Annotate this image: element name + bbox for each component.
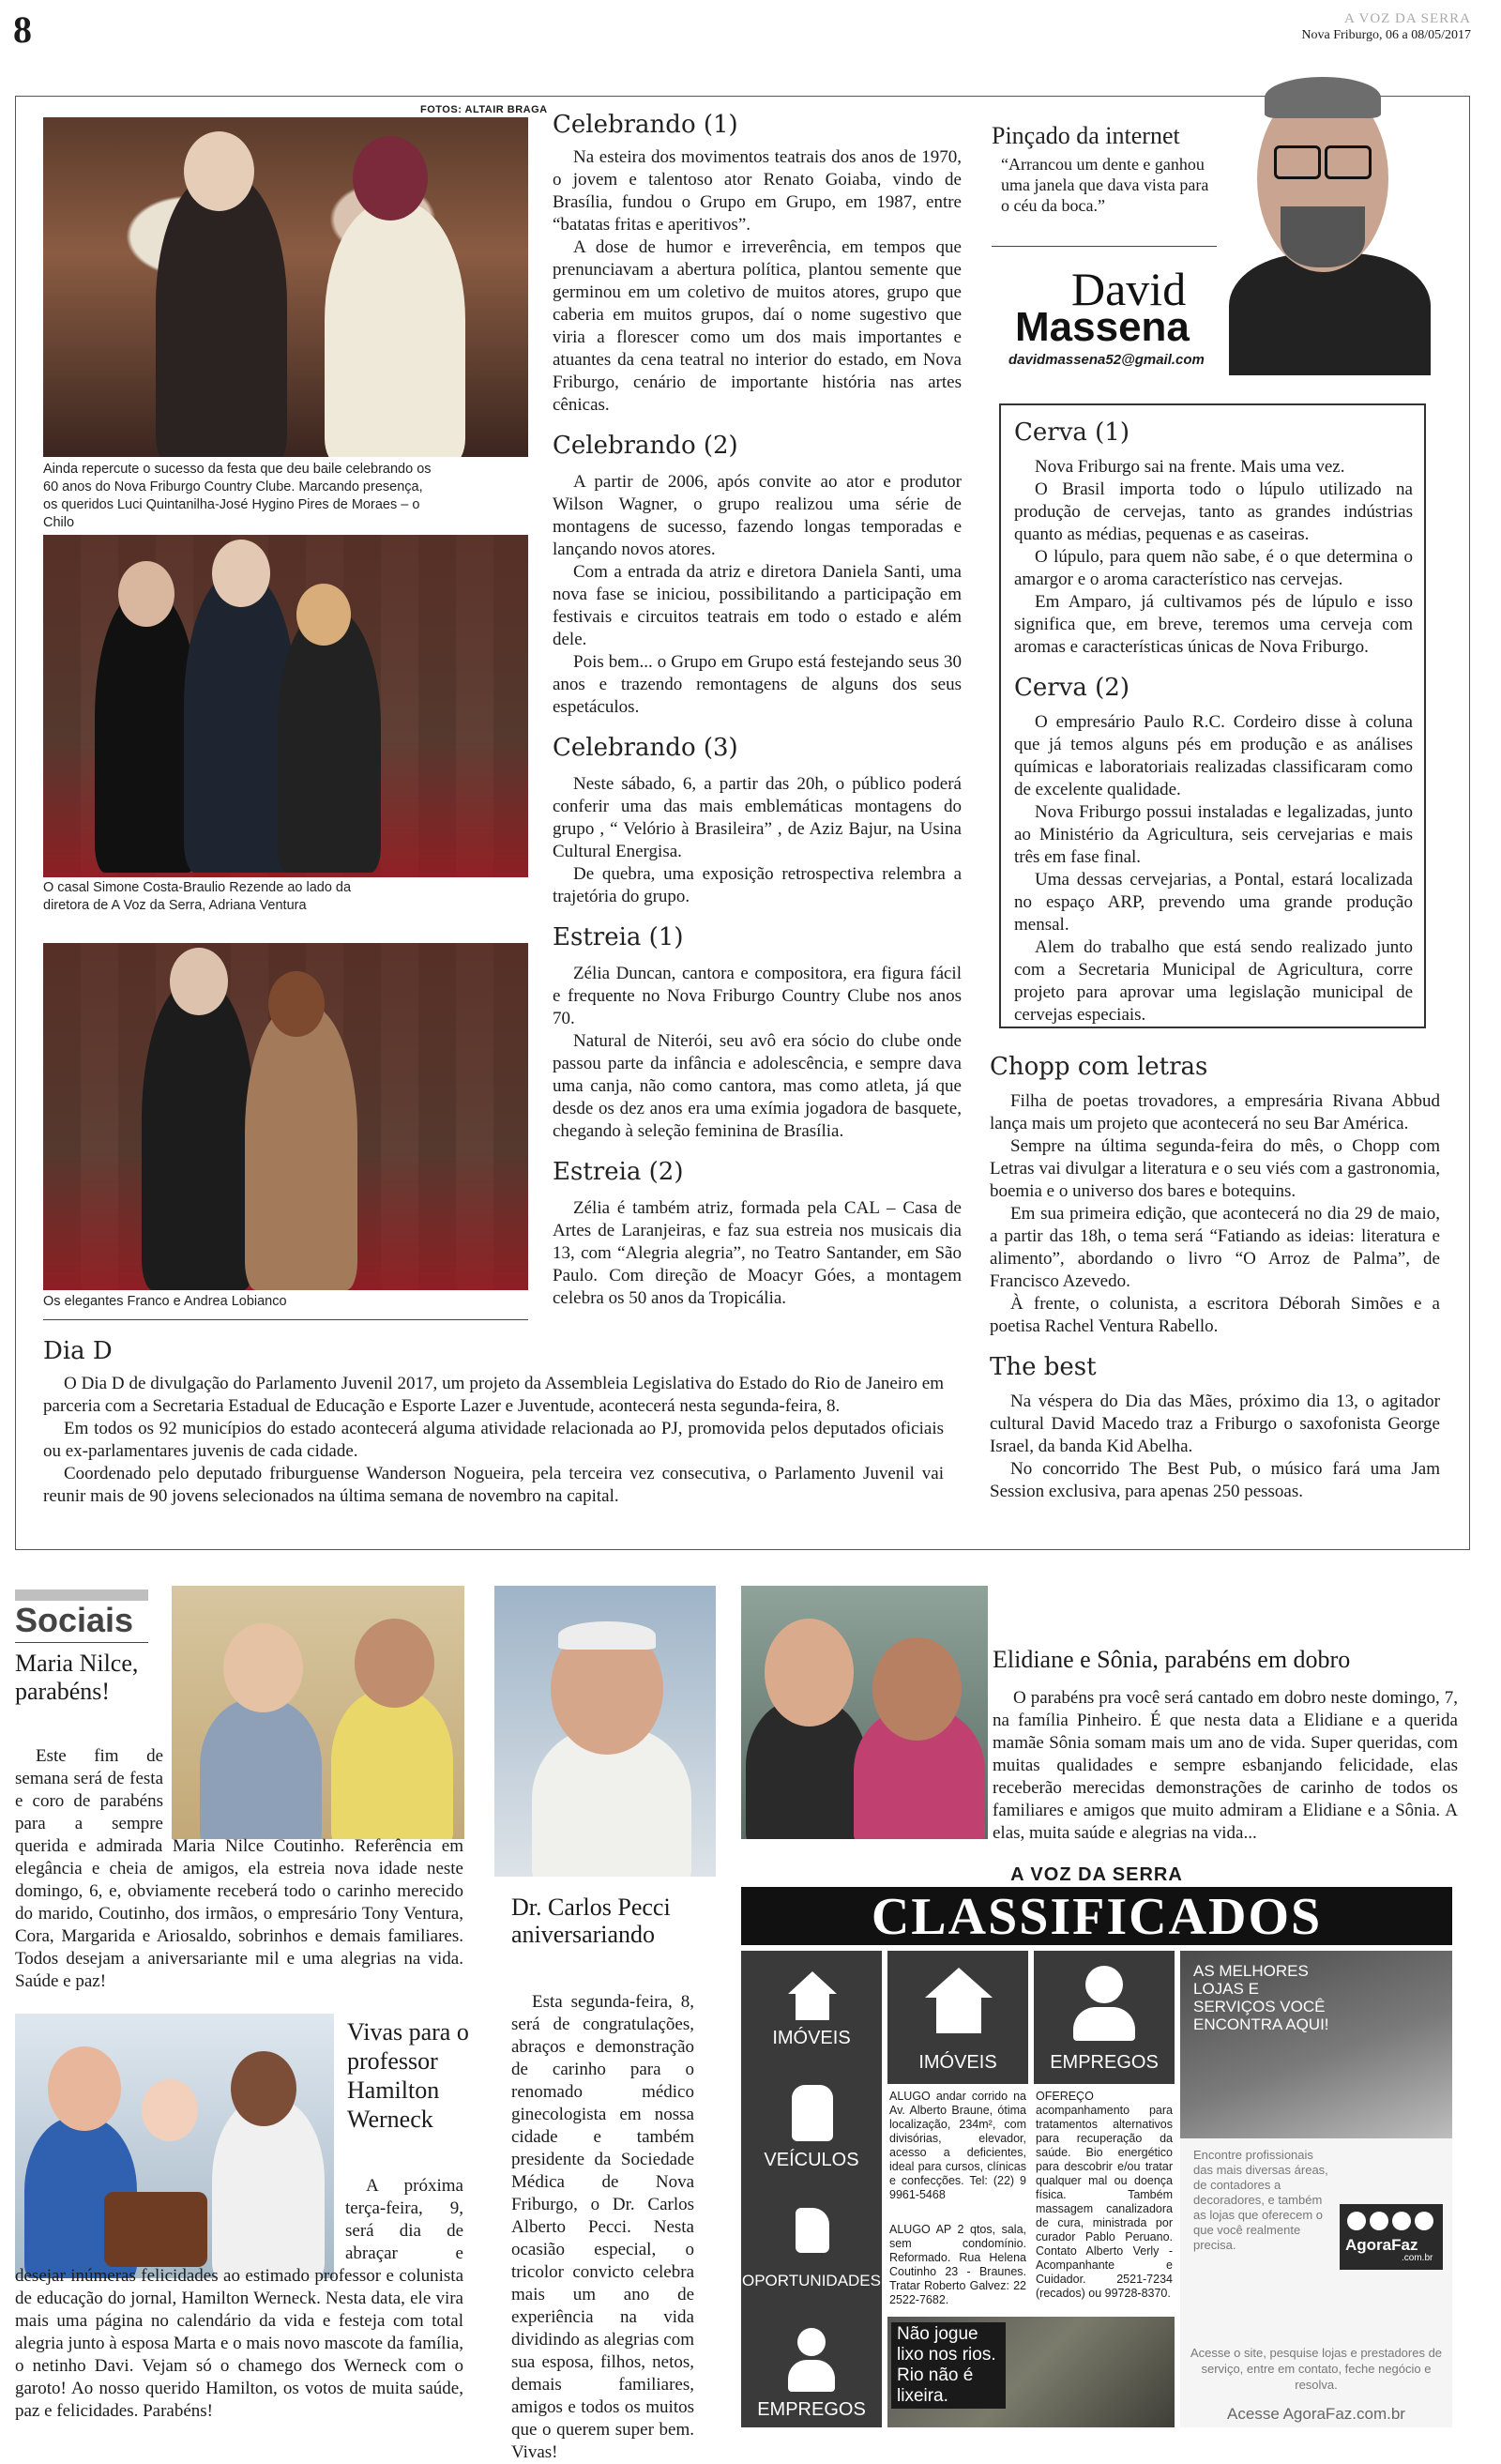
agorafaz-text: Encontre profissionais das mais diversas áreas, de contadores a decoradores, e também as lojas que oferecem o que você realmente precisa. xyxy=(1193,2148,1328,2252)
side-label-veiculos: VEÍCULOS xyxy=(764,2150,859,2170)
ad-imoveis-2: ALUGO AP 2 qtos, sala, sem condomínio. Reformado. Rua Helena Coutinho 23 - Braunes. Tratar Roberto Galvez: 22 2522-7682. xyxy=(889,2223,1026,2306)
lixo-text: Não jogue lixo nos rios. Rio não é lixeira. xyxy=(891,2322,1006,2409)
dia-d xyxy=(43,1337,944,1508)
section-title-cerva-2: Cerva (2) xyxy=(1014,674,1130,702)
section-title-celebrando-1: Celebrando (1) xyxy=(553,111,738,139)
caption-divider xyxy=(43,1319,528,1320)
section-title-celebrando-3: Celebrando (3) xyxy=(553,734,738,762)
side-label-oportunidades: OPORTUNIDADES xyxy=(742,2272,881,2289)
side-empregos[interactable] xyxy=(741,2307,882,2427)
hamilton-title: Vivas para o professor Hamilton Werneck xyxy=(347,2018,469,2133)
hamilton-text-body: A próxima terça-feira, 9, será dia de abraçar e desejar inúmeras felicidades ao estimado professor e colunista de educação do jornal, Hamilton Werneck. Nesta data, ele vira mais uma página no calendário da vida e festeja com total alegria junto à esposa Marta e o mais novo mascote da família, o netinho Davi. Vejam só o chamego dos Werneck com o garoto! Ao nosso querido Hamilton, os votos de muita saúde, paz e felicidades. Parabéns! xyxy=(15,2176,464,2421)
imoveis-header xyxy=(887,1951,1028,2084)
carlos-text: Esta segunda-feira, 8, será de congratulações, abraços e demonstração de carinho para o renomado médico ginecologista em nossa cidade e também presidente da Sociedade Médica de Nova Friburgo, o Dr. Carlos Alberto Pecci. Nesta ocasião especial, o tricolor convicto celebra mais um ano de experiência na vida dividindo as alegrias com sua esposa, filhos, netos, demais familiares, amigos e todos os muitos que o querem super bem. Vivas! xyxy=(511,1992,694,2462)
agorafaz-ad[interactable] xyxy=(1180,1951,1452,2427)
sociais-divider xyxy=(15,1642,148,1643)
section-body-cerva-2: O empresário Paulo R.C. Cordeiro disse à coluna que já temos alguns pés em produção e as análises químicas e laboratoriais realizadas classificaram como de excelente qualidade. Nova Friburgo possui instaladas e legalizadas, junto ao Ministério da Agricultura, seis cervejarias e mais três em fase final. Uma dessas cervejarias, a Pontal, estará localizada no espaço ARP, prevendo uma grande produção mensal. Alem do trabalho que está sendo realizado junto com a Secretaria Municipal de Agricultura, corre projeto para aprovar uma legislação municipal de cervejas especiais. xyxy=(1014,712,1413,1025)
photo-simone-braulio xyxy=(43,535,528,877)
pincado-quote: “Arrancou um dente e ganhou uma janela que dava vista para o céu da boca.” xyxy=(1001,155,1209,215)
paper-name: A VOZ DA SERRA xyxy=(1344,11,1471,26)
photo-lixo xyxy=(887,2317,1175,2427)
side-imoveis[interactable] xyxy=(741,1951,882,2063)
section-body-celebrando-2: A partir de 2006, após convite ao ator e produtor Wilson Wagner, o grupo realizou uma série de montagens de sucesso, fazendo longas temporadas e lançando novos atores. Com a entrada da atriz e diretora Daniela Santi, uma nova fase se iniciou, possibilitando a participação em festivais e circuitos teatrais em todo o estado e além dele. Pois bem... o Grupo em Grupo está festejando seus 30 anos e trazendo remontagens de alguns dos seus espetáculos. xyxy=(553,472,962,717)
ad-imoveis-1: ALUGO andar corrido na Av. Alberto Braune, ótima localização, 234m², com divisórias, elevador, acesso a deficientes, ideal para cursos, clínicas e confecções. Tel: (22) 9 9961-5468 xyxy=(889,2090,1026,2201)
agorafaz-domain: .com.br xyxy=(1402,2253,1433,2263)
section-body-celebrando-1: Na esteira dos movimentos teatrais dos anos de 1970, o jovem e talentoso ator Renato Goiaba, vindo de Brasília, fundou o Grupo em Grupo, em 1987, entre “batatas fritas e aperitivos”. A dose de humor e irreverência, em tempos que prenunciavam a abertura política, plantou semente que germinou em um coletivo de muitos atores, grupo que caberia em muitos grupos, daí o nome sugestivo que viria a florescer como um dos mais importantes e atuantes da cena teatral no interior do estado, em Nova Friburgo, cenário de importante história nas artes cênicas. xyxy=(553,147,962,415)
agorafaz-logo-dots xyxy=(1347,2212,1441,2232)
section-title-the-best: The best xyxy=(990,1353,1097,1381)
imoveis-label: IMÓVEIS xyxy=(918,2052,997,2073)
caption-franco-andrea: Os elegantes Franco e Andrea Lobianco xyxy=(43,1294,287,1309)
thumbs-up-icon xyxy=(796,2208,829,2253)
section-body-chopp: Filha de poetas trovadores, a empresária Rivana Abbud lança mais um projeto que acontecerá no seu Bar América. Sempre na última segunda-feira do mês, o Chopp com Letras vai divulgar a literatura e o seu viés com a gastronomia, boemia e o universo dos bares e botequins. Em sua primeira edição, que acontecerá no dia 29 de maio, a partir das 18h, o tema será “Fatiando as ideias: literatura e alimento”, abordando o livro “O Arroz de Palma”, de Francisco Azevedo. À frente, o colunista, a escritora Déborah Simões e a poetisa Rachel Ventura Rabello. xyxy=(990,1091,1440,1336)
ad-empregos: OFEREÇO acompanhamento para tratamentos alternativos para recuperação da saúde. Bio energético para descobrir e/ou tratar qualquer mal ou doença física. Também massagem canalizadora de cura, ministrada por curador Pablo Peruano. Contato Alberto Verly - Acompanhante e Cuidador. 2521-7234 (recados) ou 99728-8370. xyxy=(1036,2090,1173,2300)
middle-column xyxy=(553,111,962,1310)
pincado-box xyxy=(992,122,1217,216)
agorafaz-logo: AgoraFaz xyxy=(1345,2236,1418,2254)
person-icon xyxy=(797,2328,826,2356)
photo-carlos-pecci xyxy=(494,1586,716,1877)
section-title-estreia-2: Estreia (2) xyxy=(553,1158,684,1186)
house-icon xyxy=(788,1971,837,1994)
side-label-imoveis: IMÓVEIS xyxy=(772,2028,851,2048)
empregos-header xyxy=(1034,1951,1175,2084)
section-title-dia-d: Dia D xyxy=(43,1337,113,1365)
maria-text-wrap xyxy=(15,1745,463,1993)
person-icon-large xyxy=(1085,1966,1123,2003)
carlos-title: Dr. Carlos Pecci aniversariando xyxy=(511,1894,671,1948)
agorafaz-headline: AS MELHORES LOJAS E SERVIÇOS VOCÊ ENCONTRA AQUI! xyxy=(1193,1962,1329,2033)
sociais-gray-bar xyxy=(15,1589,148,1601)
pincado-title: Pinçado da internet xyxy=(992,122,1180,149)
side-label-empregos: EMPREGOS xyxy=(757,2399,866,2420)
pincado-divider xyxy=(992,246,1217,247)
right-lower xyxy=(990,1053,1440,1503)
sociais-label: Sociais xyxy=(15,1601,134,1639)
photo-luci-chilo xyxy=(43,117,528,457)
section-title-celebrando-2: Celebrando (2) xyxy=(553,432,738,460)
empregos-label: EMPREGOS xyxy=(1050,2052,1159,2073)
hamilton-text-wrap xyxy=(15,2175,463,2423)
section-body-estreia-1: Zélia Duncan, cantora e compositora, era figura fácil e frequente no Nova Friburgo Country Clube nos anos 70. Natural de Niterói, seu avô era sócio do clube onde passou parte da infância e adolescência, e sempre dava uma canja, não como cantora, mas como atleta, já que desde os dez anos era uma exímia jogadora de basquete, chegando à seleção feminina de Brasília. xyxy=(553,964,962,1141)
page-number: 8 xyxy=(13,8,32,51)
side-veiculos[interactable] xyxy=(741,2071,882,2183)
agorafaz-footer: Acesse o site, pesquise lojas e prestadores de serviço, entre em contato, feche negócio e resolva. xyxy=(1190,2346,1443,2392)
photo-elidiane-sonia xyxy=(741,1586,988,1839)
section-title-chopp: Chopp com letras xyxy=(990,1053,1208,1081)
caption-simone-braulio: O casal Simone Costa-Braulio Rezende ao lado da diretora de A Voz da Serra, Adriana Ventura xyxy=(43,880,352,913)
car-icon xyxy=(792,2085,833,2141)
section-body-the-best: Na véspera do Dia das Mães, próximo dia 13, o agitador cultural David Macedo traz a Friburgo o saxofonista George Israel, da banda Kid Abelha. No concorrido The Best Pub, o músico fará uma Jam Session exclusiva, para apenas 250 pessoas. xyxy=(990,1392,1440,1501)
author-photo xyxy=(1210,56,1431,375)
author-first-name: David xyxy=(1071,263,1187,315)
author-last-name: Massena xyxy=(1015,304,1190,350)
section-body-dia-d: O Dia D de divulgação do Parlamento Juvenil 2017, um projeto da Assembleia Legislativa do Estado do Rio de Janeiro em parceria com a Secretaria Estadual de Educação e Esporte Lazer e Juventude, acontecerá nesta segunda-feira, 8. Em todos os 92 municípios do estado acontecerá alguma atividade relacionada ao PJ, promovida pelos deputados oficiais ou ex-parlamentares juvenis de cada cidade. Coordenado pelo deputado friburguense Wanderson Nogueira, pela terceira vez consecutiva, o Parlamento Juvenil vai reunir mais de 90 jovens selecionados na última semana de novembro na capital. xyxy=(43,1374,944,1506)
photo-credit: FOTOS: ALTAIR BRAGA xyxy=(420,104,548,115)
cerva-box xyxy=(999,403,1426,1028)
classificados-paper: A VOZ DA SERRA xyxy=(741,1863,1452,1889)
side-oportunidades[interactable] xyxy=(741,2189,882,2302)
caption-luci-chilo: Ainda repercute o sucesso da festa que deu baile celebrando os 60 anos do Nova Friburgo Country Clube. Marcando presença, os queridos Luci Quintanilha-José Hygino Pires de Moraes – o Chilo xyxy=(43,462,432,530)
classificados-block xyxy=(741,1863,1452,2427)
house-icon-large xyxy=(925,1968,993,1998)
elidiane-title: Elidiane e Sônia, parabéns em dobro xyxy=(993,1646,1351,1673)
section-title-cerva-1: Cerva (1) xyxy=(1014,418,1130,447)
elidiane-text: O parabéns pra você será cantado em dobro neste domingo, 7, na família Pinheiro. É que nesta data a Elidiane e a querida mamãe Sônia somam mais um ano de vida. Super queridas, com muitas qualidades e sempre esbanjando felicidade, elas receberão merecidas demonstrações de carinho de todos os familiares e amigos que muito admiram a Elidiane e a Sônia. A elas, muita saúde e alegrias na vida... xyxy=(993,1688,1458,1843)
section-title-estreia-1: Estreia (1) xyxy=(553,923,684,951)
section-body-cerva-1: Nova Friburgo sai na frente. Mais uma vez. O Brasil importa todo o lúpulo utilizado na produção de cervejas, tanto as grandes indústrias quanto as médias, pequenas e as caseiras. O lúpulo, para quem não sabe, é o que determina o amargor e o aroma característico nas cervejas. Em Amparo, já cultivamos pés de lúpulo e isso significa que, em breve, teremos uma cerveja com aromas e características únicas de Nova Friburgo. xyxy=(1014,457,1413,657)
classificados-title: CLASSIFICADOS xyxy=(871,1888,1323,1946)
section-body-celebrando-3: Neste sábado, 6, a partir das 20h, o público poderá conferir uma das mais emblemáticas montagens do grupo , “ Velório à Brasileira” , de Aziz Bajur, na Usina Cultural Energisa. De quebra, uma exposição retrospectiva relembra a trajetória do grupo. xyxy=(553,774,962,906)
side-categories xyxy=(741,1951,882,2427)
photo-franco-andrea xyxy=(43,943,528,1290)
edition-date: Nova Friburgo, 06 a 08/05/2017 xyxy=(1301,28,1471,42)
author-email: davidmassena52@gmail.com xyxy=(1008,352,1205,368)
maria-title: Maria Nilce, parabéns! xyxy=(15,1650,139,1705)
agorafaz-url[interactable]: Acesse AgoraFaz.com.br xyxy=(1227,2405,1405,2423)
maria-text-body: Este fim de semana será de festa e coro de parabéns para a sempre querida e admirada Maria Nilce Coutinho. Referência em elegância e cheia de amigos, ela estreia nova idade neste domingo, 6, e, obviamente receberá todo o carinho merecido do marido, Coutinho, dos irmãos, o empresário Tony Ventura, Cora, Margarida e Ariosaldo, sobrinhos e demais familiares. Todos desejam a aniversariante mil e uma alegrias na vida. Saúde e paz! xyxy=(15,1746,463,1991)
section-body-estreia-2: Zélia é também atriz, formada pela CAL – Casa de Artes de Laranjeiras, e faz sua estreia nos musicais dia 13, com “Alegria alegria”, no Teatro Santander, em São Paulo. Com direção de Moacyr Góes, a montagem celebra os 50 anos da Tropicália. xyxy=(553,1198,962,1308)
